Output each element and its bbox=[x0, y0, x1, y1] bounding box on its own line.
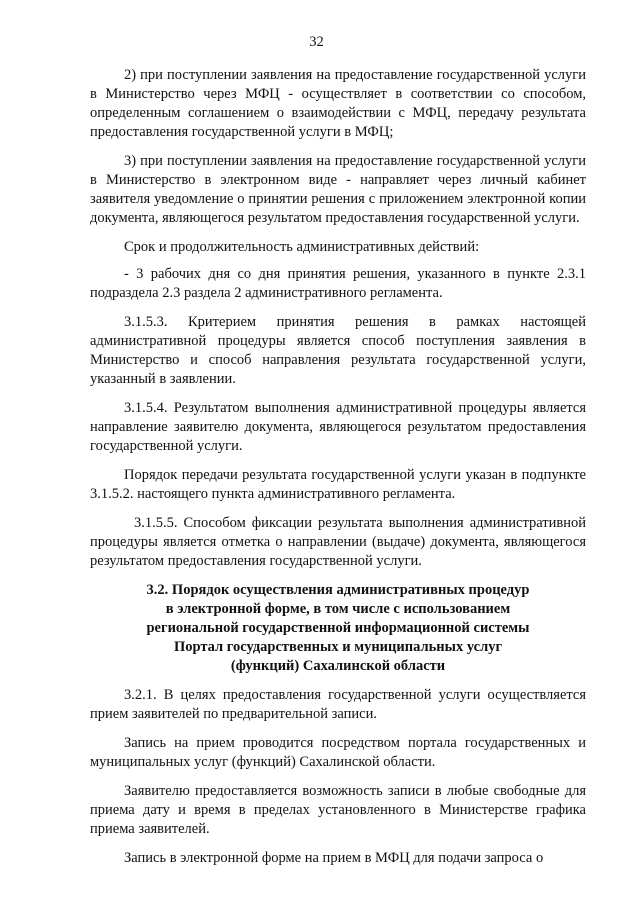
paragraph-appointment-portal: Запись на прием проводится посредством портала государственных и муниципальных услуг (функций) Сахалинской области. bbox=[90, 735, 586, 770]
paragraph-duration-value: - 3 рабочих дня со дня принятия решения, указанного в пункте 2.3.1 подраздела 2.3 раздела 2 административного регламента. bbox=[90, 266, 586, 301]
paragraph-transfer-order: Порядок передачи результата государственной услуги указан в подпункте 3.1.5.2. настоящего пункта административного регламента. bbox=[90, 467, 586, 502]
paragraph-mfc-appointment: Запись в электронной форме на прием в МФЦ для подачи запроса о bbox=[124, 850, 544, 866]
section-heading-line: Портал государственных и муниципальных услуг bbox=[173, 639, 503, 655]
section-heading-3-2 bbox=[90, 581, 586, 676]
paragraph-appointment-slots: Заявителю предоставляется возможность записи в любые свободные для приема дату и время в пределах установленного в Министерстве графика приема заявителей. bbox=[90, 783, 586, 837]
paragraph-3-1-5-4: 3.1.5.4. Результатом выполнения административной процедуры является направление заявителю документа, являющегося результатом предоставления государственной услуги. bbox=[90, 400, 586, 454]
section-heading-line: 3.2. Порядок осуществления административных процедур bbox=[146, 582, 530, 598]
document-body bbox=[90, 66, 586, 878]
page-number: 32 bbox=[309, 34, 324, 50]
section-heading-line: в электронной форме, в том числе с использованием bbox=[165, 601, 511, 617]
paragraph-item-3-electronic: 3) при поступлении заявления на предоставление государственной услуги в Министерство в электронном виде - направляет через личный кабинет заявителя уведомление о принятии решения с приложением электронной копии документа, являющегося результатом предоставления государственной услуги. bbox=[90, 153, 586, 226]
paragraph-3-1-5-3: 3.1.5.3. Критерием принятия решения в рамках настоящей административной процедуры является способ поступления заявления в Министерство и способ направления результата государственной услуги, указанный в заявлении. bbox=[90, 314, 586, 387]
paragraph-3-1-5-5: 3.1.5.5. Способом фиксации результата выполнения административной процедуры является отметка о направлении (выдаче) документа, являющегося результатом предоставления государственной услуги. bbox=[90, 515, 586, 569]
section-heading-line: региональной государственной информационной системы bbox=[146, 620, 530, 636]
paragraph-3-2-1: 3.2.1. В целях предоставления государственной услуги осуществляется прием заявителей по предварительной записи. bbox=[90, 687, 586, 722]
section-heading-line: (функций) Сахалинской области bbox=[230, 658, 446, 674]
paragraph-item-2-mfc: 2) при поступлении заявления на предоставление государственной услуги в Министерство через МФЦ - осуществляет в соответствии со способом, определенным соглашением о взаимодействии с МФЦ, передачу результата предоставления государственной услуги в МФЦ; bbox=[90, 67, 586, 140]
paragraph-duration-heading: Срок и продолжительность административных действий: bbox=[124, 239, 480, 255]
